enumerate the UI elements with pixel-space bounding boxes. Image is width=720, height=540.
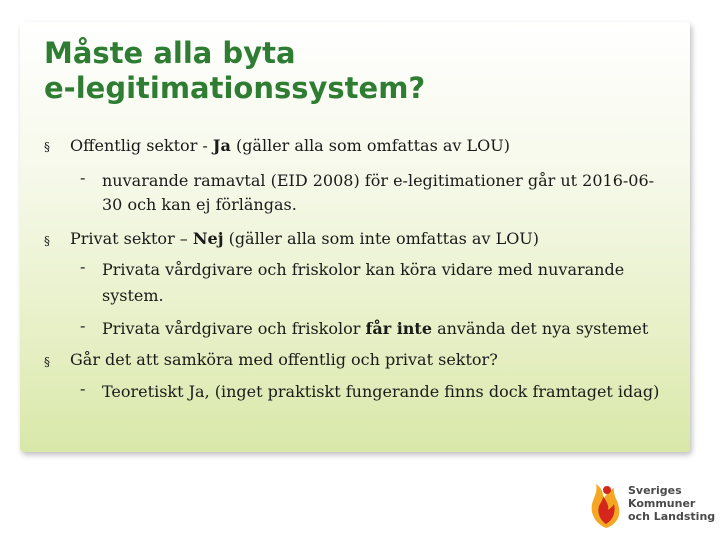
bullet-item-samkora: Går det att samköra med offentlig och privat sektor? <box>70 350 498 369</box>
title-line-2: e-legitimationssystem? <box>44 71 426 105</box>
bullet-marker: § <box>44 234 50 248</box>
skl-logo <box>586 478 716 532</box>
title-line-1: Måste alla byta <box>44 36 296 70</box>
sub-bullet-marker: - <box>80 168 86 187</box>
sub-bullet-marker: - <box>80 257 86 276</box>
sub-item-far-inte: Privata vårdgivare och friskolor får inte använda det nya systemet <box>102 319 649 338</box>
sub-item-ramavtal-line1: nuvarande ramavtal (EID 2008) för e-legitimationer går ut 2016-06- <box>102 171 655 190</box>
bullet-marker: § <box>44 140 50 154</box>
flame-figure-icon <box>586 478 626 532</box>
sub-item-ramavtal-line2: 30 och kan ej förlängas. <box>102 195 297 214</box>
bullet-marker: § <box>44 355 50 369</box>
sub-item-privata-line2: system. <box>102 286 164 305</box>
logo-text: Sveriges Kommuner och Landsting <box>628 484 716 523</box>
bullet-item-privat: Privat sektor – Nej (gäller alla som inte omfattas av LOU) <box>70 229 540 248</box>
sub-bullet-marker: - <box>80 379 86 398</box>
sub-item-teoretiskt: Teoretiskt Ja, (inget praktiskt fungerande finns dock framtaget idag) <box>102 382 660 401</box>
sub-bullet-marker: - <box>80 316 86 335</box>
slide-title <box>44 36 664 106</box>
bullet-item-offentlig: Offentlig sektor - Ja (gäller alla som omfattas av LOU) <box>70 136 510 155</box>
sub-item-privata-line1: Privata vårdgivare och friskolor kan köra vidare med nuvarande <box>102 260 625 279</box>
